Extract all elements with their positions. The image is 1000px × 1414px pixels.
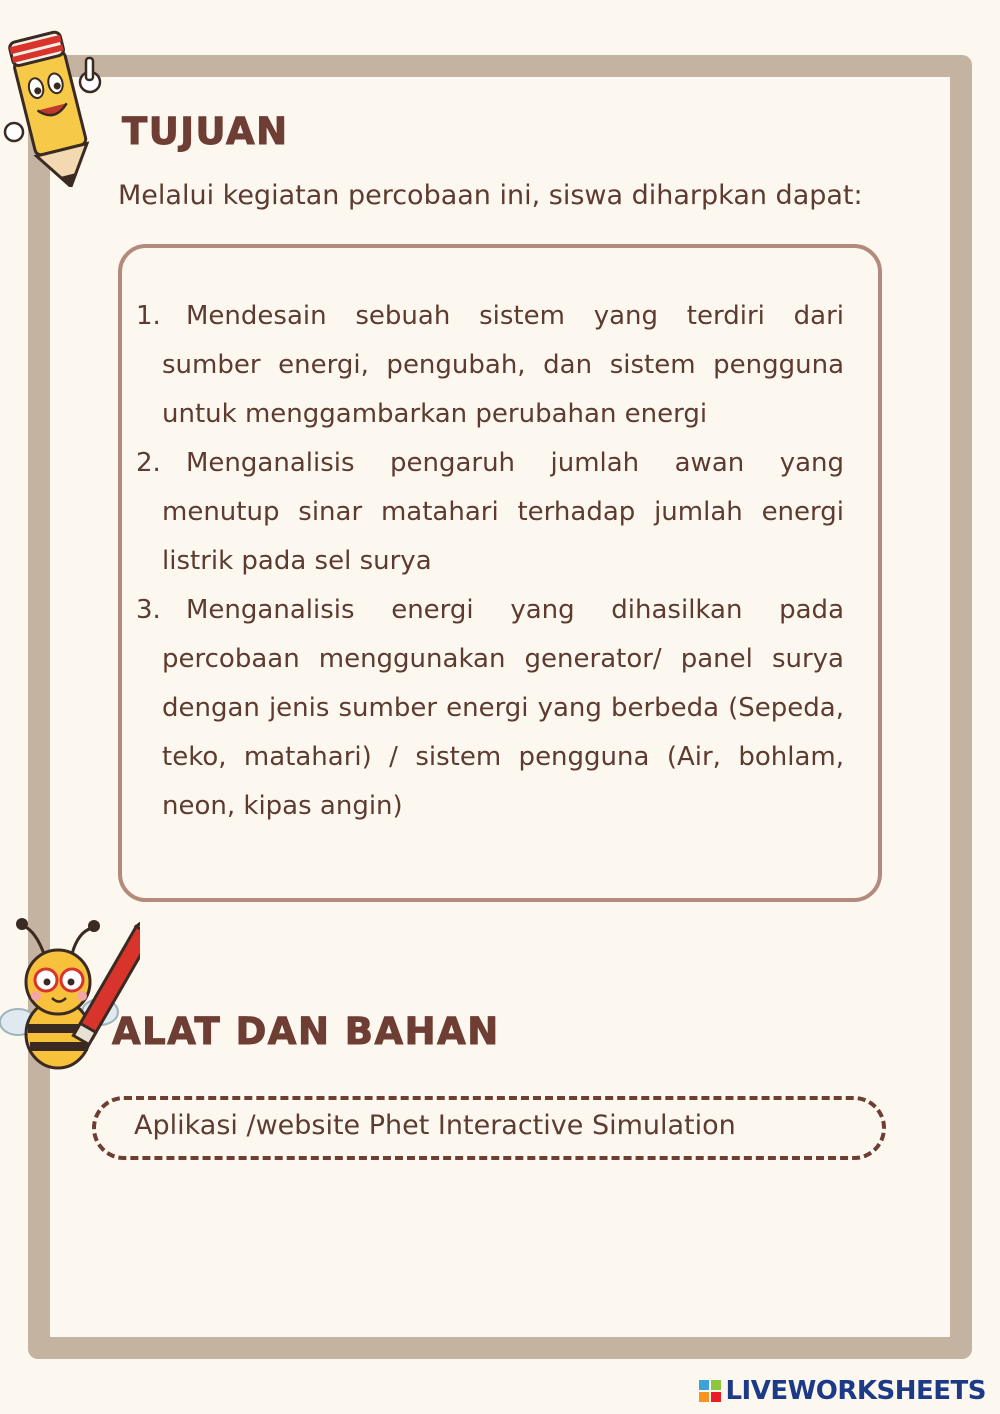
goal-text: Mendesain sebuah sistem yang terdiri dari sumber energi, pengubah, dan sistem pengguna untuk menggambarkan perubahan energi [162,301,844,429]
liveworksheets-brand [699,1374,986,1408]
goal-item [136,292,844,439]
goal-item [136,586,844,831]
materials-item: Aplikasi /website Phet Interactive Simulation [134,1110,736,1141]
goal-number: 3. [136,595,161,625]
alat-bahan-title: ALAT DAN BAHAN [112,1010,500,1053]
brand-name: LIVEWORKSHEETS [725,1376,986,1406]
goal-text: Menganalisis pengaruh jumlah awan yang menutup sinar matahari terhadap jumlah energi listrik pada sel surya [162,448,844,576]
tujuan-intro: Melalui kegiatan percobaan ini, siswa diharpkan dapat: [118,180,863,211]
pencil-mascot-icon [0,12,110,187]
goal-item [136,439,844,586]
bee-with-pencil-icon [0,912,140,1082]
goals-box [118,244,882,902]
materials-box [92,1096,886,1160]
goal-number: 2. [136,448,161,478]
goal-number: 1. [136,301,161,331]
tujuan-title: TUJUAN [122,110,289,153]
goal-list [136,292,844,831]
liveworksheets-logo-icon [699,1380,721,1402]
goal-text: Menganalisis energi yang dihasilkan pada percobaan menggunakan generator/ panel surya dengan jenis sumber energi yang berbeda (Sepeda, teko, matahari) / sistem pengguna (Air, bohlam, neon, kipas angin) [162,595,844,821]
